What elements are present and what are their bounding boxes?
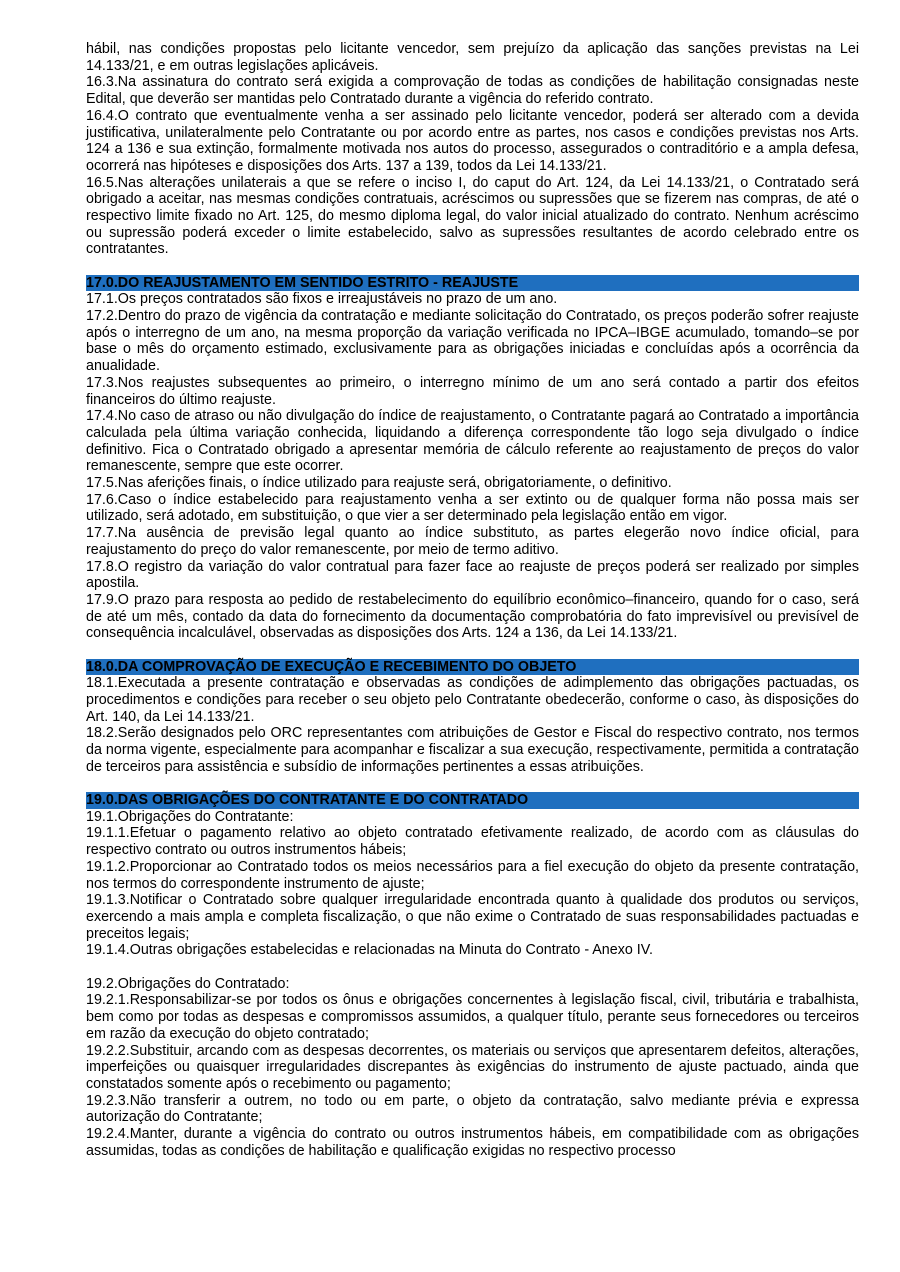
paragraph: 17.9.O prazo para resposta ao pedido de restabelecimento do equilíbrio econômico–financeiro, quando for o caso, será de até um mês, contado da data do fornecimento da documentação comprobatória do fato imprevisível ou previsível de consequência incalculável, observadas as disposições dos Arts. 124 a 136, da Lei 14.133/21.	[86, 591, 859, 642]
paragraph: 17.4.No caso de atraso ou não divulgação do índice de reajustamento, o Contratante pagará ao Contratado a importância calculada pela última variação conhecida, liquidando a diferença correspondente tão logo seja divulgado o índice definitivo. Fica o Contratado obrigado a apresentar memória de cálculo referente ao reajustamento de preços do valor remanescente, sempre que este ocorrer.	[86, 408, 859, 475]
paragraph: 19.1.2.Proporcionar ao Contratado todos os meios necessários para a fiel execução do objeto da presente contratação, nos termos do correspondente instrumento de ajuste;	[86, 858, 859, 892]
paragraph: 19.1.Obrigações do Contratante:	[86, 808, 294, 825]
paragraph: 17.8.O registro da variação do valor contratual para fazer face ao reajuste de preços poderá ser realizado por simples apostila.	[86, 558, 859, 592]
document-page	[86, 41, 859, 1159]
spacer	[86, 959, 859, 976]
paragraph: 18.2.Serão designados pelo ORC representantes com atribuições de Gestor e Fiscal do respectivo contrato, nos termos da norma vigente, especialmente para acompanhar e fiscalizar a sua execução, respectivamente, permitida a contratação de terceiros para assistência e subsídio de informações pertinentes a essas atribuições.	[86, 725, 859, 775]
paragraph: 17.5.Nas aferições finais, o índice utilizado para reajuste será, obrigatoriamente, o definitivo.	[86, 475, 672, 492]
paragraph: 17.7.Na ausência de previsão legal quanto ao índice substituto, as partes elegerão novo índice oficial, para reajustamento do preço do valor remanescente, por meio de termo aditivo.	[86, 525, 859, 558]
paragraph: hábil, nas condições propostas pelo licitante vencedor, sem prejuízo da aplicação das sanções previstas na Lei 14.133/21, e em outras legislações aplicáveis.	[86, 41, 859, 74]
paragraph: 19.2.Obrigações do Contratado:	[86, 975, 290, 992]
paragraph: 19.2.1.Responsabilizar-se por todos os ônus e obrigações concernentes à legislação fiscal, civil, tributária e trabalhista, bem como por todas as despesas e compromissos assumidos, a qualquer título, perante seus fornecedores ou terceiros em razão da execução do objeto contratado;	[86, 992, 859, 1042]
paragraph: 17.1.Os preços contratados são fixos e irreajustáveis no prazo de um ano.	[86, 291, 558, 308]
paragraph: 16.5.Nas alterações unilaterais a que se refere o inciso I, do caput do Art. 124, da Lei 14.133/21, o Contratado será obrigado a aceitar, nas mesmas condições contratuais, acréscimos ou supressões que se fizerem nas compras, de até o respectivo limite fixado no Art. 125, do mesmo diploma legal, do valor inicial atualizado do contrato. Nenhum acréscimo ou supressão poderá exceder o limite estabelecido, salvo as supressões resultantes de acordo celebrado entre os contratantes.	[86, 174, 859, 258]
spacer	[86, 258, 859, 275]
paragraph: 19.2.4.Manter, durante a vigência do contrato ou outros instrumentos hábeis, em compatibilidade com as obrigações assumidas, todas as condições de habilitação e qualificação exigidas no respectivo processo	[86, 1126, 859, 1159]
paragraph: 19.1.3.Notificar o Contratado sobre qualquer irregularidade encontrada quanto à qualidade dos produtos ou serviços, exercendo a mais ampla e completa fiscalização, o que não exime o Contratado de suas responsabilidades pactuadas e preceitos legais;	[86, 892, 859, 942]
paragraph: 19.1.4.Outras obrigações estabelecidas e relacionadas na Minuta do Contrato - Anexo IV.	[86, 942, 653, 959]
paragraph: 16.3.Na assinatura do contrato será exigida a comprovação de todas as condições de habilitação consignadas neste Edital, que deverão ser mantidas pelo Contratado durante a vigência do referido contrato.	[86, 74, 859, 108]
paragraph: 19.1.1.Efetuar o pagamento relativo ao objeto contratado efetivamente realizado, de acordo com as cláusulas do respectivo contrato ou outros instrumentos hábeis;	[86, 825, 859, 859]
paragraph: 17.3.Nos reajustes subsequentes ao primeiro, o interregno mínimo de um ano será contado a partir dos efeitos financeiros do último reajuste.	[86, 374, 859, 408]
paragraph: 19.2.3.Não transferir a outrem, no todo ou em parte, o objeto da contratação, salvo mediante prévia e expressa autorização do Contratante;	[86, 1092, 859, 1126]
spacer	[86, 776, 859, 793]
paragraph: 18.1.Executada a presente contratação e observadas as condições de adimplemento das obrigações pactuadas, os procedimentos e condições para receber o seu objeto pelo Contratante obedecerão, conforme o caso, às disposições do Art. 140, da Lei 14.133/21.	[86, 675, 859, 725]
spacer	[86, 642, 859, 659]
paragraph: 17.6.Caso o índice estabelecido para reajustamento venha a ser extinto ou de qualquer forma não possa mais ser utilizado, será adotado, em substituição, o que vier a ser determinado pela legislação então em vigor.	[86, 491, 859, 525]
section-heading-17: 17.0.DO REAJUSTAMENTO EM SENTIDO ESTRITO - REAJUSTE	[86, 275, 859, 292]
section-heading-18: 18.0.DA COMPROVAÇÃO DE EXECUÇÃO E RECEBIMENTO DO OBJETO	[86, 659, 859, 676]
section-heading-19: 19.0.DAS OBRIGAÇÕES DO CONTRATANTE E DO CONTRATADO	[86, 792, 859, 809]
paragraph: 17.2.Dentro do prazo de vigência da contratação e mediante solicitação do Contratado, os preços poderão sofrer reajuste após o interregno de um ano, na mesma proporção da variação verificada no IPCA–IBGE acumulado, tomando–se por base o mês do orçamento estimado, exclusivamente para as obrigações iniciadas e concluídas após a ocorrência da anualidade.	[86, 308, 859, 375]
paragraph: 19.2.2.Substituir, arcando com as despesas decorrentes, os materiais ou serviços que apresentarem defeitos, alterações, imperfeições ou quaisquer irregularidades discrepantes às exigências do instrumento de ajuste pactuado, ainda que constatados somente após o recebimento ou pagamento;	[86, 1042, 859, 1092]
paragraph: 16.4.O contrato que eventualmente venha a ser assinado pelo licitante vencedor, poderá ser alterado com a devida justificativa, unilateralmente pelo Contratante ou por acordo entre as partes, nos casos e condições previstas nos Arts. 124 a 136 e sua extinção, formalmente motivada nos autos do processo, assegurados o contraditório e a ampla defesa, ocorrerá nas hipóteses e disposições dos Arts. 137 a 139, todos da Lei 14.133/21.	[86, 107, 859, 174]
